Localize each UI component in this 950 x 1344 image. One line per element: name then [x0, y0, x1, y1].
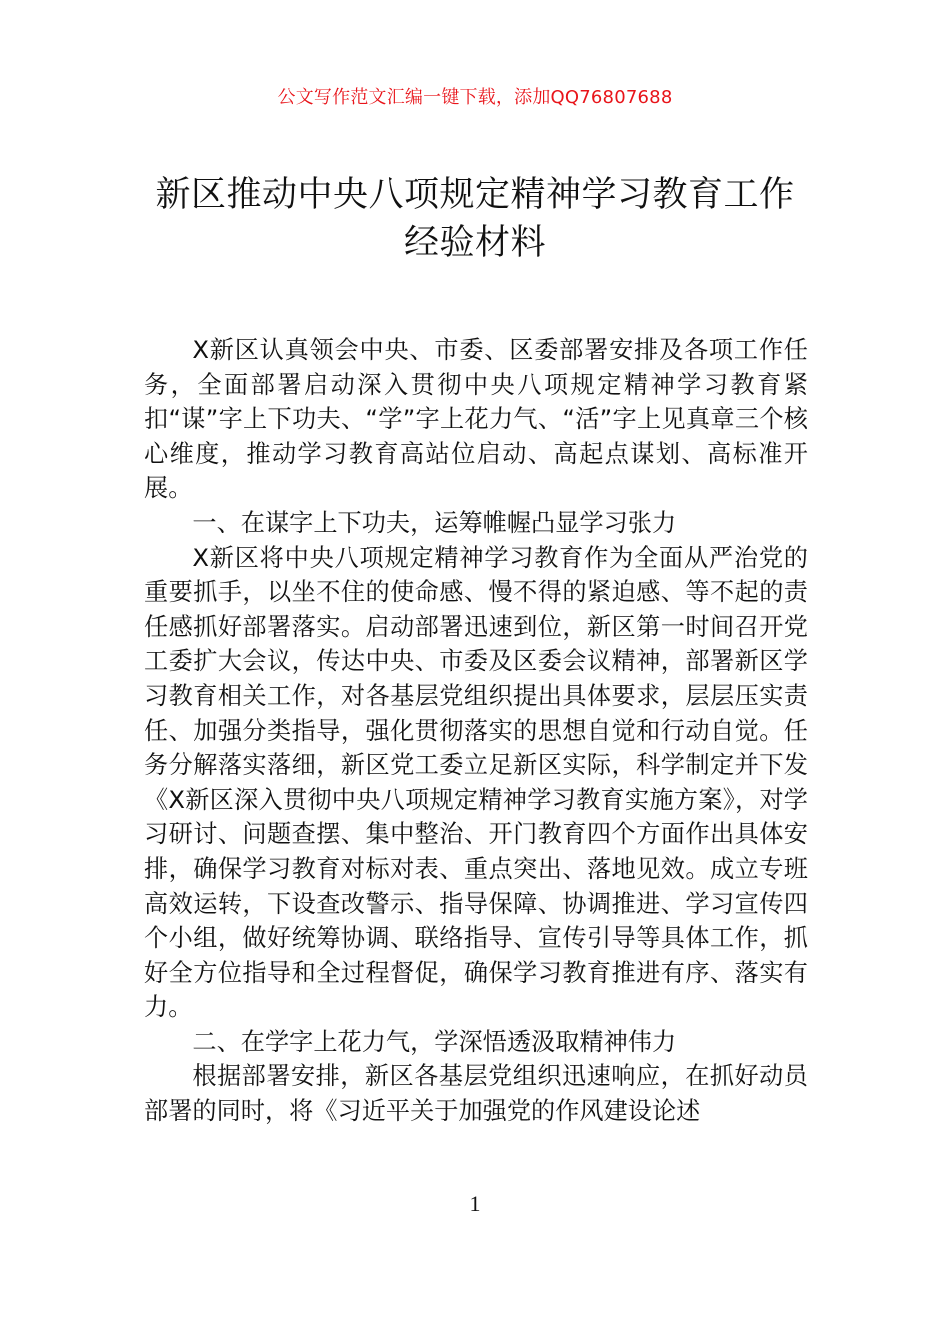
page-number: 1 [469, 1191, 481, 1216]
download-banner: 公文写作范文汇编一键下载，添加QQ76807688 [277, 87, 673, 108]
section-heading-1: 一、在谋字上下功夫，运筹帷幄凸显学习张力 [192, 508, 677, 537]
intro-paragraph: X新区认真领会中央、市委、区委部署安排及各项工作任务，全面部署启动深入贯彻中央八项规定精神学习教育紧扣“谋”字上下功夫、“学”字上花力气、“活”字上见真章三个核心维度，推动学习教育高站位启动、高起点谋划、高标准开展。 [144, 336, 808, 503]
document-title-line-1: 新区推动中央八项规定精神学习教育工作 [155, 175, 795, 215]
section-1-paragraph: X新区将中央八项规定精神学习教育作为全面从严治党的重要抓手，以坐不住的使命感、慢不得的紧迫感、等不起的责任感抓好部署落实。启动部署迅速到位，新区第一时间召开党工委扩大会议，传达中央、市委及区委会议精神，部署新区学习教育相关工作，对各基层党组织提出具体要求，层层压实责任、加强分类指导，强化贯彻落实的思想自觉和行动自觉。任务分解落实落细，新区党工委立足新区实际，科学制定并下发《X新区深入贯彻中央八项规定精神学习教育实施方案》，对学习研讨、问题查摆、集中整治、开门教育四个方面作出具体安排，确保学习教育对标对表、重点突出、落地见效。成立专班高效运转，下设查改警示、指导保障、协调推进、学习宣传四个小组，做好统筹协调、联络指导、宣传引导等具体工作，抓好全方位指导和全过程督促，确保学习教育推进有序、落实有力。 [144, 543, 808, 1022]
document-title-line-2: 经验材料 [403, 223, 546, 263]
document-body [144, 333, 808, 1129]
section-heading-2: 二、在学字上花力气，学深悟透汲取精神伟力 [192, 1027, 677, 1056]
section-2-paragraph: 根据部署安排，新区各基层党组织迅速响应，在抓好动员部署的同时，将《习近平关于加强党的作风建设论述 [144, 1062, 808, 1126]
